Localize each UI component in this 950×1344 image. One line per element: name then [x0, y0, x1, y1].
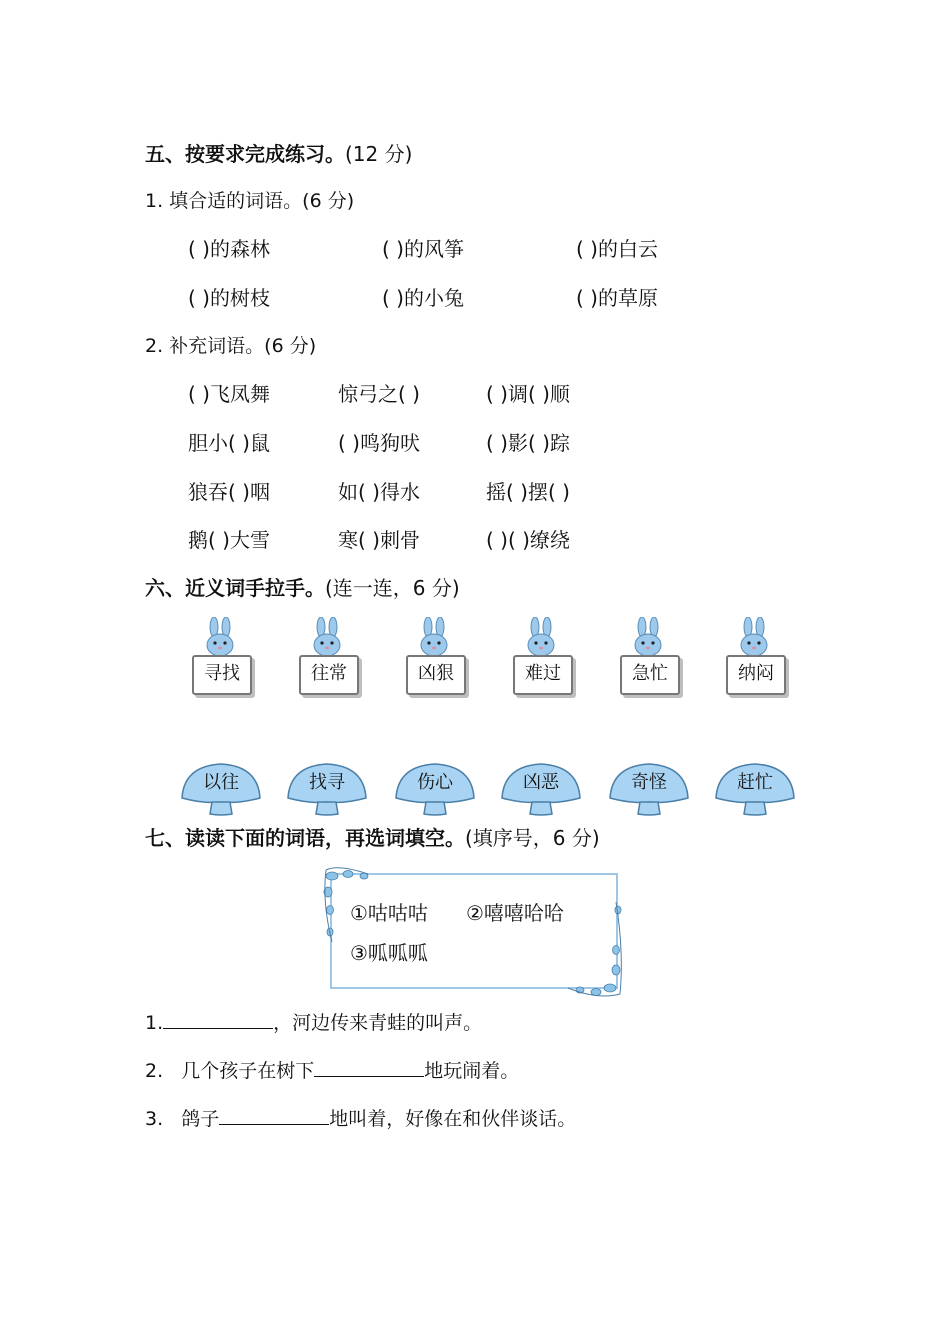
- mushroom-word[interactable]: [392, 760, 478, 816]
- section5-q2-label: 2. 补充词语。(6 分): [145, 335, 317, 357]
- rabbit-word-box[interactable]: 难过: [513, 655, 573, 695]
- idiom-cell[interactable]: 惊弓之( ): [338, 382, 420, 406]
- fill-blank-cell[interactable]: ( )的风筝: [382, 237, 464, 261]
- fill-blank-cell[interactable]: ( )的白云: [576, 237, 658, 261]
- rabbit-icon: [628, 617, 668, 657]
- mushroom-label: 奇怪: [631, 772, 667, 793]
- mushroom-word[interactable]: [178, 760, 264, 816]
- mushroom-word[interactable]: [284, 760, 370, 816]
- idiom-cell[interactable]: ( )鸣狗吠: [338, 431, 420, 455]
- section6-title: [145, 572, 460, 601]
- rabbit-word-box[interactable]: 寻找: [192, 655, 252, 695]
- rabbit-word-box[interactable]: 急忙: [620, 655, 680, 695]
- question-text-before: 鸽子: [163, 1108, 220, 1130]
- question-text-after: 地叫着，好像在和伙伴谈话。: [329, 1108, 577, 1130]
- section5-score: (12 分): [345, 142, 413, 166]
- mushroom-word[interactable]: [498, 760, 584, 816]
- rabbit-icon: [521, 617, 561, 657]
- answer-blank[interactable]: [314, 1058, 424, 1077]
- question-number: 3.: [145, 1108, 164, 1130]
- fill-in-question: [145, 1104, 576, 1131]
- section7-title: [145, 822, 600, 851]
- option-1: ①咕咕咕: [350, 901, 428, 925]
- idiom-cell[interactable]: 狼吞( )咽: [188, 480, 270, 504]
- mushroom-word[interactable]: [606, 760, 692, 816]
- answer-blank[interactable]: [163, 1010, 273, 1029]
- section5-q1-label: 1. 填合适的词语。(6 分): [145, 190, 355, 212]
- question-text-before: 几个孩子在树下: [163, 1060, 315, 1082]
- idiom-cell[interactable]: 鹅( )大雪: [188, 528, 270, 552]
- rabbit-word-box[interactable]: 往常: [299, 655, 359, 695]
- idiom-cell[interactable]: ( )( )缭绕: [486, 528, 570, 552]
- section5-title-text: 五、按要求完成练习。: [145, 142, 345, 166]
- idiom-cell[interactable]: ( )调( )顺: [486, 382, 570, 406]
- mushroom-label: 赶忙: [737, 772, 773, 793]
- rabbit-icon: [307, 617, 347, 657]
- question-text-after: 地玩闹着。: [424, 1060, 520, 1082]
- idiom-cell[interactable]: 如( )得水: [338, 480, 420, 504]
- option-3: ③呱呱呱: [350, 941, 428, 965]
- rabbit-icon: [200, 617, 240, 657]
- section5-title: [145, 138, 412, 167]
- fill-in-question: [145, 1008, 482, 1035]
- rabbit-word-box[interactable]: 凶狠: [406, 655, 466, 695]
- idiom-cell[interactable]: ( )飞凤舞: [188, 382, 270, 406]
- rabbit-icon: [734, 617, 774, 657]
- answer-blank[interactable]: [219, 1106, 329, 1125]
- fill-blank-cell[interactable]: ( )的森林: [188, 237, 270, 261]
- fill-blank-cell[interactable]: ( )的小兔: [382, 286, 464, 310]
- question-number: 2.: [145, 1060, 164, 1082]
- mushroom-label: 伤心: [417, 772, 453, 793]
- idiom-cell[interactable]: 摇( )摆( ): [486, 480, 570, 504]
- fill-in-question: [145, 1056, 519, 1083]
- question-number: 1.: [145, 1012, 164, 1034]
- section6-title-text: 六、近义词手拉手。: [145, 576, 325, 600]
- mushroom-label: 凶恶: [523, 772, 559, 793]
- vine-decoration-icon: [318, 862, 628, 1002]
- section7-score: (填序号，6 分): [465, 826, 600, 850]
- section7-title-text: 七、读读下面的词语，再选词填空。: [145, 826, 465, 850]
- option-2: ②嘻嘻哈哈: [466, 901, 564, 925]
- idiom-cell[interactable]: 胆小( )鼠: [188, 431, 270, 455]
- section6-score: (连一连，6 分): [325, 576, 460, 600]
- mushroom-label: 找寻: [309, 772, 345, 793]
- mushroom-label: 以往: [203, 772, 239, 793]
- idiom-cell[interactable]: 寒( )刺骨: [338, 528, 420, 552]
- rabbit-icon: [414, 617, 454, 657]
- rabbit-word-box[interactable]: 纳闷: [726, 655, 786, 695]
- idiom-cell[interactable]: ( )影( )踪: [486, 431, 570, 455]
- question-text-after: ，河边传来青蛙的叫声。: [273, 1012, 483, 1034]
- fill-blank-cell[interactable]: ( )的树枝: [188, 286, 270, 310]
- mushroom-word[interactable]: [712, 760, 798, 816]
- fill-blank-cell[interactable]: ( )的草原: [576, 286, 658, 310]
